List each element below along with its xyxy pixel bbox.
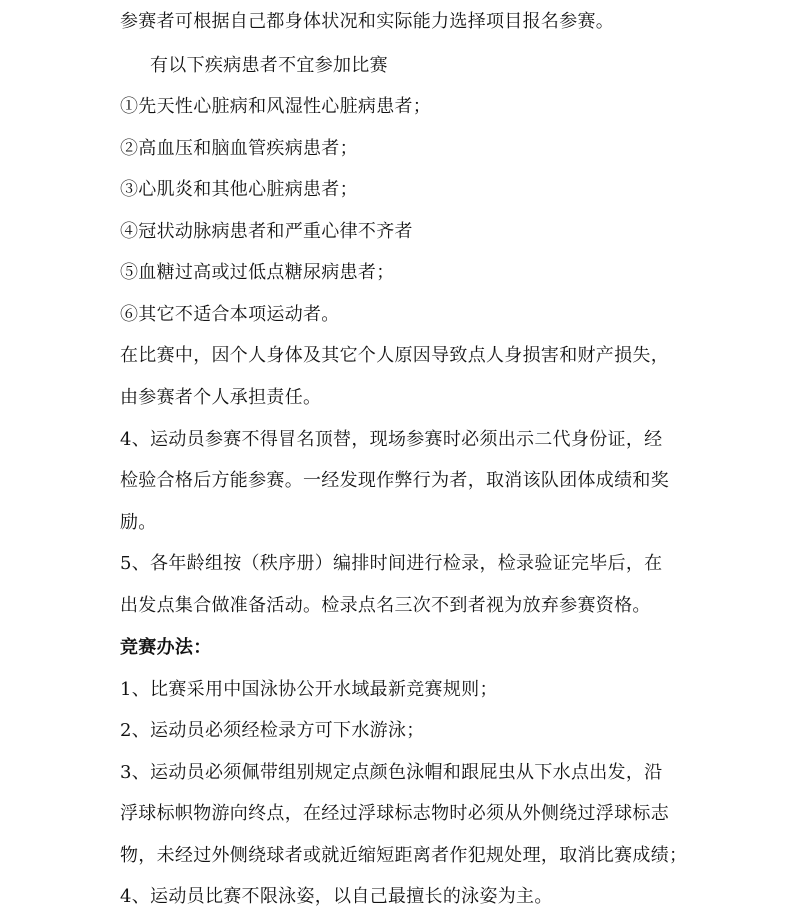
paragraph-line: 检验合格后方能参赛。一经发现作弊行为者，取消该队团体成绩和奖: [120, 470, 669, 491]
paragraph-line: 在比赛中，因个人身体及其它个人原因导致点人身损害和财产损失，: [120, 345, 669, 366]
paragraph-line: 4、运动员参赛不得冒名顶替，现场参赛时必须出示二代身份证，经: [120, 429, 663, 450]
list-item: ⑤血糖过高或过低点糖尿病患者；: [120, 262, 395, 283]
list-item: ①先天性心脏病和风湿性心脏病患者；: [120, 96, 432, 117]
section-heading: 竞赛办法：: [120, 637, 212, 658]
list-item: ④冠状动脉病患者和严重心律不齐者: [120, 221, 413, 242]
paragraph-line: 出发点集合做准备活动。检录点名三次不到者视为放弃参赛资格。: [120, 595, 651, 616]
rule-item: 4、运动员比赛不限泳姿，以自己最擅长的泳姿为主。: [120, 886, 553, 907]
rule-item: 3、运动员必须佩带组别规定点颜色泳帽和跟屁虫从下水点出发，沿: [120, 762, 663, 783]
rule-item: 浮球标帜物游向终点，在经过浮球标志物时必须从外侧绕过浮球标志: [120, 803, 669, 824]
list-item: ⑥其它不适合本项运动者。: [120, 304, 340, 325]
paragraph-line: 励。: [120, 512, 157, 533]
list-item: ②高血压和脑血管疾病患者；: [120, 138, 358, 159]
paragraph-line: 5、各年龄组按（秩序册）编排时间进行检录，检录验证完毕后，在: [120, 553, 663, 574]
paragraph-line: 由参赛者个人承担责任。: [120, 387, 322, 408]
paragraph-line: 参赛者可根据自己都身体状况和实际能力选择项目报名参赛。: [120, 11, 615, 32]
rule-item: 1、比赛采用中国泳协公开水域最新竞赛规则；: [120, 679, 498, 700]
list-item: ③心肌炎和其他心脏病患者；: [120, 179, 358, 200]
rule-item: 物，未经过外侧绕球者或就近缩短距离者作犯规处理，取消比赛成绩；: [120, 845, 688, 866]
rule-item: 2、运动员必须经检录方可下水游泳；: [120, 720, 425, 741]
disease-list-heading: 有以下疾病患者不宜参加比赛: [150, 55, 388, 76]
